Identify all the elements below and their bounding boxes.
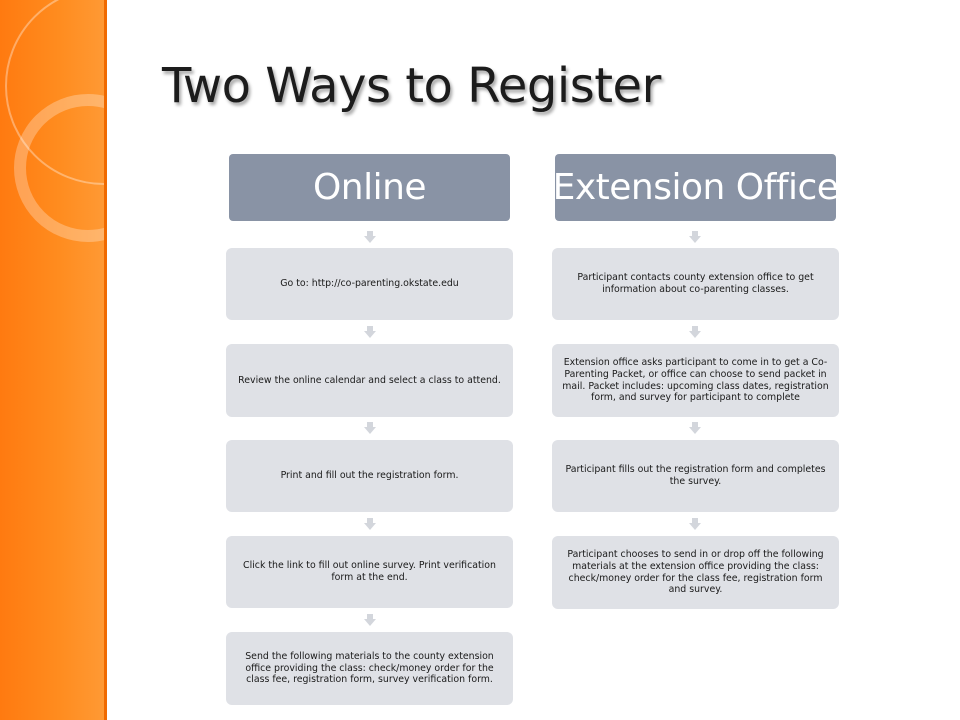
arrow-down-icon <box>364 422 376 434</box>
arrow-down-icon <box>364 231 376 243</box>
online-step-4: Click the link to fill out online survey. Print verification form at the end. <box>226 536 513 608</box>
column-header-extension-office: Extension Office <box>555 154 836 221</box>
online-step-2: Review the online calendar and select a class to attend. <box>226 344 513 417</box>
band-edge <box>104 0 107 720</box>
arrow-down-icon <box>364 326 376 338</box>
arrow-down-icon <box>364 614 376 626</box>
extension-step-1: Participant contacts county extension office to get information about co-parenting classes. <box>552 248 839 320</box>
decorative-circles <box>0 0 107 720</box>
side-accent-band <box>0 0 107 720</box>
extension-step-4: Participant chooses to send in or drop off the following materials at the extension office providing the class: check/money order for the class fee, registration form and survey. <box>552 536 839 609</box>
extension-step-2: Extension office asks participant to come in to get a Co-Parenting Packet, or office can choose to send packet in mail. Packet includes: upcoming class dates, registration form, and survey for participant to complete <box>552 344 839 417</box>
online-step-1: Go to: http://co-parenting.okstate.edu <box>226 248 513 320</box>
arrow-down-icon <box>689 518 701 530</box>
online-step-5: Send the following materials to the county extension office providing the class: check/money order for the class fee, registration form, survey verification form. <box>226 632 513 705</box>
arrow-down-icon <box>689 231 701 243</box>
arrow-down-icon <box>689 326 701 338</box>
online-step-3: Print and fill out the registration form. <box>226 440 513 512</box>
extension-step-3: Participant fills out the registration form and completes the survey. <box>552 440 839 512</box>
column-header-online: Online <box>229 154 510 221</box>
arrow-down-icon <box>364 518 376 530</box>
slide-title: Two Ways to Register <box>162 58 661 114</box>
arrow-down-icon <box>689 422 701 434</box>
